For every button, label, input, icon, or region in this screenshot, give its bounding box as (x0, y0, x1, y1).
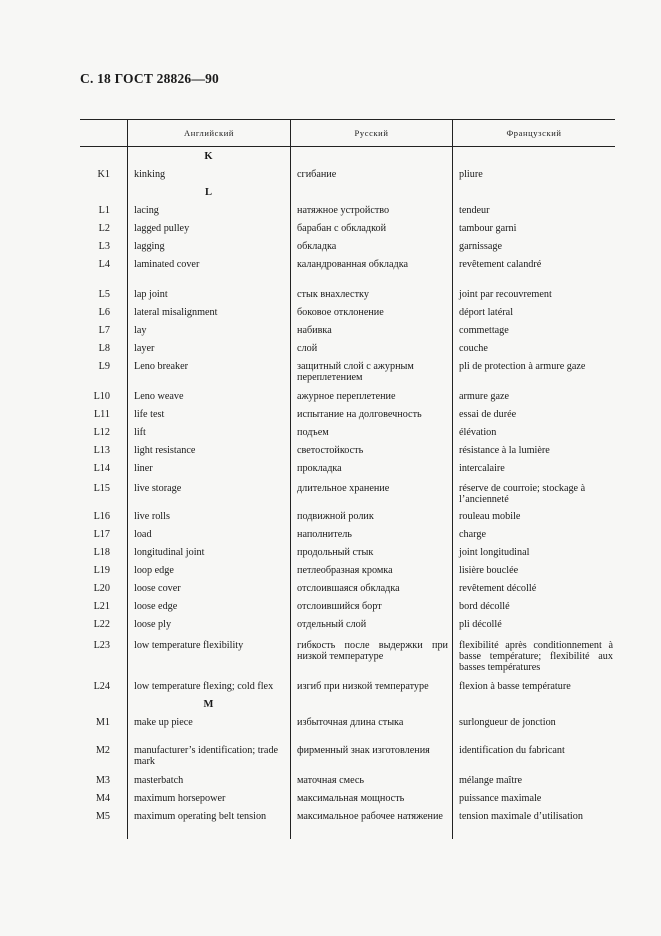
term-french: flexibilité après conditionnement à basse température; flexibilité aux basses températures (459, 640, 613, 673)
term-english: loose cover (134, 583, 181, 594)
term-russian: сгибание (297, 169, 337, 180)
table-row (80, 583, 615, 594)
table-row (80, 289, 615, 300)
term-french: identification du fabricant (459, 745, 565, 756)
table-row (80, 601, 615, 612)
term-code: L13 (93, 445, 110, 456)
term-english: low temperature flexing; cold flex (134, 681, 274, 692)
term-french: tension maximale d’utilisation (459, 811, 583, 822)
table-row (80, 307, 615, 318)
term-russian: максимальное рабочее натяжение (297, 811, 443, 822)
term-russian: ажурное переплетение (297, 391, 396, 402)
section-letter: M (203, 699, 214, 710)
term-english: life test (134, 409, 165, 420)
table-row (80, 391, 615, 402)
term-code: L6 (98, 307, 110, 318)
term-french: élévation (459, 427, 497, 438)
header-code-cell (80, 120, 127, 146)
term-code: L14 (93, 463, 110, 474)
term-russian: фирменный знак изготовления (297, 745, 430, 756)
table-row (80, 241, 615, 252)
term-russian: подвижной ролик (297, 511, 374, 522)
table-row (80, 793, 615, 804)
term-french: pli de protection à armure gaze (459, 361, 586, 372)
page-header: С. 18 ГОСТ 28826—90 (80, 71, 219, 86)
term-english: loose ply (134, 619, 172, 630)
term-code: L17 (93, 529, 110, 540)
term-french: rouleau mobile (459, 511, 521, 522)
term-code: L7 (98, 325, 110, 336)
table-row (80, 343, 615, 354)
term-french: puissance maximale (459, 793, 542, 804)
term-english: lift (134, 427, 146, 438)
term-code: L2 (98, 223, 110, 234)
term-russian: наполнитель (297, 529, 352, 540)
term-russian: длительное хранение (297, 483, 390, 494)
term-english: longitudinal joint (134, 547, 205, 558)
term-french: joint longitudinal (459, 547, 530, 558)
section-letter-row (80, 151, 615, 162)
term-code: K1 (97, 169, 110, 180)
term-english: maximum horsepower (134, 793, 226, 804)
term-french: garnissage (459, 241, 502, 252)
header-russian: Русский (290, 120, 452, 146)
term-code: L18 (93, 547, 110, 558)
term-english: loop edge (134, 565, 174, 576)
header-french: Французский (452, 120, 615, 146)
table-row (80, 745, 615, 767)
term-code: M3 (95, 775, 110, 786)
term-english: liner (134, 463, 153, 474)
term-code: M1 (95, 717, 110, 728)
term-russian: боковое отклонение (297, 307, 384, 318)
term-english: make up piece (134, 717, 193, 728)
term-french: charge (459, 529, 486, 540)
table-row (80, 547, 615, 558)
term-russian: избыточная длина стыка (297, 717, 404, 728)
table-row (80, 511, 615, 522)
term-russian: максимальная мощность (297, 793, 405, 804)
term-english: kinking (134, 169, 166, 180)
term-russian: набивка (297, 325, 332, 336)
table-row (80, 565, 615, 576)
term-french: joint par recouvrement (459, 289, 552, 300)
term-russian: защитный слой с ажурным переплетением (297, 361, 414, 383)
table-row (80, 259, 615, 270)
term-french: tambour garni (459, 223, 517, 234)
term-english: maximum operating belt tension (134, 811, 267, 822)
term-code: L4 (98, 259, 110, 270)
table-row (80, 361, 615, 383)
term-code: L19 (93, 565, 110, 576)
term-english: masterbatch (134, 775, 184, 786)
term-english: laminated cover (134, 259, 200, 270)
term-english: lagged pulley (134, 223, 190, 234)
table-row (80, 775, 615, 786)
term-code: L22 (93, 619, 110, 630)
table-row (80, 640, 615, 673)
term-french: mélange maître (459, 775, 523, 786)
term-russian: маточная смесь (297, 775, 365, 786)
term-english: lay (134, 325, 147, 336)
table-row (80, 445, 615, 456)
term-french: couche (459, 343, 488, 354)
section-letter-row (80, 699, 615, 710)
term-english: lacing (134, 205, 159, 216)
term-russian: барабан с обкладкой (297, 223, 387, 234)
term-russian: отдельный слой (297, 619, 367, 630)
term-russian: испытание на долговечность (297, 409, 422, 420)
term-russian: светостойкость (297, 445, 364, 456)
term-code: L3 (98, 241, 110, 252)
term-russian: слой (297, 343, 318, 354)
term-russian: отслоившийся борт (297, 601, 382, 612)
term-russian: стык внахлестку (297, 289, 369, 300)
term-russian: обкладка (297, 241, 337, 252)
term-french: déport latéral (459, 307, 514, 318)
term-code: L1 (98, 205, 110, 216)
term-code: L8 (98, 343, 110, 354)
section-letter-row (80, 187, 615, 198)
term-russian: петлеобразная кромка (297, 565, 393, 576)
term-code: L10 (93, 391, 110, 402)
term-english: layer (134, 343, 155, 354)
term-english: loose edge (134, 601, 178, 612)
term-french: intercalaire (459, 463, 505, 474)
table-row (80, 325, 615, 336)
term-english: Leno weave (134, 391, 184, 402)
term-english: Leno breaker (134, 361, 189, 372)
term-english: manufacturer’s identification; trade mark (134, 745, 279, 767)
term-russian: натяжное устройство (297, 205, 390, 216)
term-french: revêtement décollé (459, 583, 537, 594)
term-code: L12 (93, 427, 110, 438)
term-code: L20 (93, 583, 110, 594)
term-english: low temperature flexibility (134, 640, 244, 651)
term-english: lap joint (134, 289, 168, 300)
term-english: live rolls (134, 511, 170, 522)
term-french: bord décollé (459, 601, 510, 612)
term-russian: каландрованная обкладка (297, 259, 409, 270)
term-french: lisière bouclée (459, 565, 519, 576)
table-row (80, 529, 615, 540)
table-row (80, 619, 615, 630)
term-code: L9 (98, 361, 110, 372)
term-russian: прокладка (297, 463, 342, 474)
term-russian: подъем (297, 427, 329, 438)
term-code: L23 (93, 640, 110, 651)
glossary-table (80, 119, 615, 839)
term-code: L16 (93, 511, 110, 522)
term-russian: изгиб при низкой температуре (297, 681, 429, 692)
table-row (80, 483, 615, 505)
term-russian: отслоившаяся обкладка (297, 583, 400, 594)
term-code: M5 (95, 811, 110, 822)
table-row (80, 717, 615, 728)
term-french: essai de durée (459, 409, 517, 420)
table-row (80, 427, 615, 438)
table-row (80, 205, 615, 216)
term-french: réserve de courroie; stockage à l’ancienneté (459, 483, 586, 505)
header-english: Английский (127, 120, 290, 146)
term-code: L11 (93, 409, 110, 420)
term-english: lagging (134, 241, 165, 252)
term-french: tendeur (459, 205, 490, 216)
table-row (80, 463, 615, 474)
term-english: load (134, 529, 152, 540)
term-code: L24 (93, 681, 110, 692)
section-letter: L (204, 187, 212, 198)
term-english: lateral misalignment (134, 307, 218, 318)
table-body (80, 147, 615, 839)
term-french: surlongueur de jonction (459, 717, 556, 728)
term-russian: продольный стык (297, 547, 374, 558)
term-french: armure gaze (459, 391, 510, 402)
table-header (80, 119, 615, 147)
term-code: M4 (95, 793, 110, 804)
term-english: light resistance (134, 445, 196, 456)
term-code: L15 (93, 483, 110, 494)
term-french: revêtement calandré (459, 259, 542, 270)
table-row (80, 223, 615, 234)
term-code: M2 (95, 745, 110, 756)
term-english: live storage (134, 483, 182, 494)
term-code: L5 (98, 289, 110, 300)
table-row (80, 169, 615, 180)
term-russian: гибкость после выдержки при низкой температуре (297, 640, 448, 662)
term-french: commettage (459, 325, 509, 336)
section-letter: K (204, 151, 213, 162)
table-row (80, 681, 615, 692)
table-row (80, 409, 615, 420)
term-french: pli décollé (459, 619, 502, 630)
table-row (80, 811, 615, 822)
term-french: résistance à la lumière (459, 445, 550, 456)
term-french: flexion à basse température (459, 681, 571, 692)
term-french: pliure (459, 169, 483, 180)
term-code: L21 (93, 601, 110, 612)
